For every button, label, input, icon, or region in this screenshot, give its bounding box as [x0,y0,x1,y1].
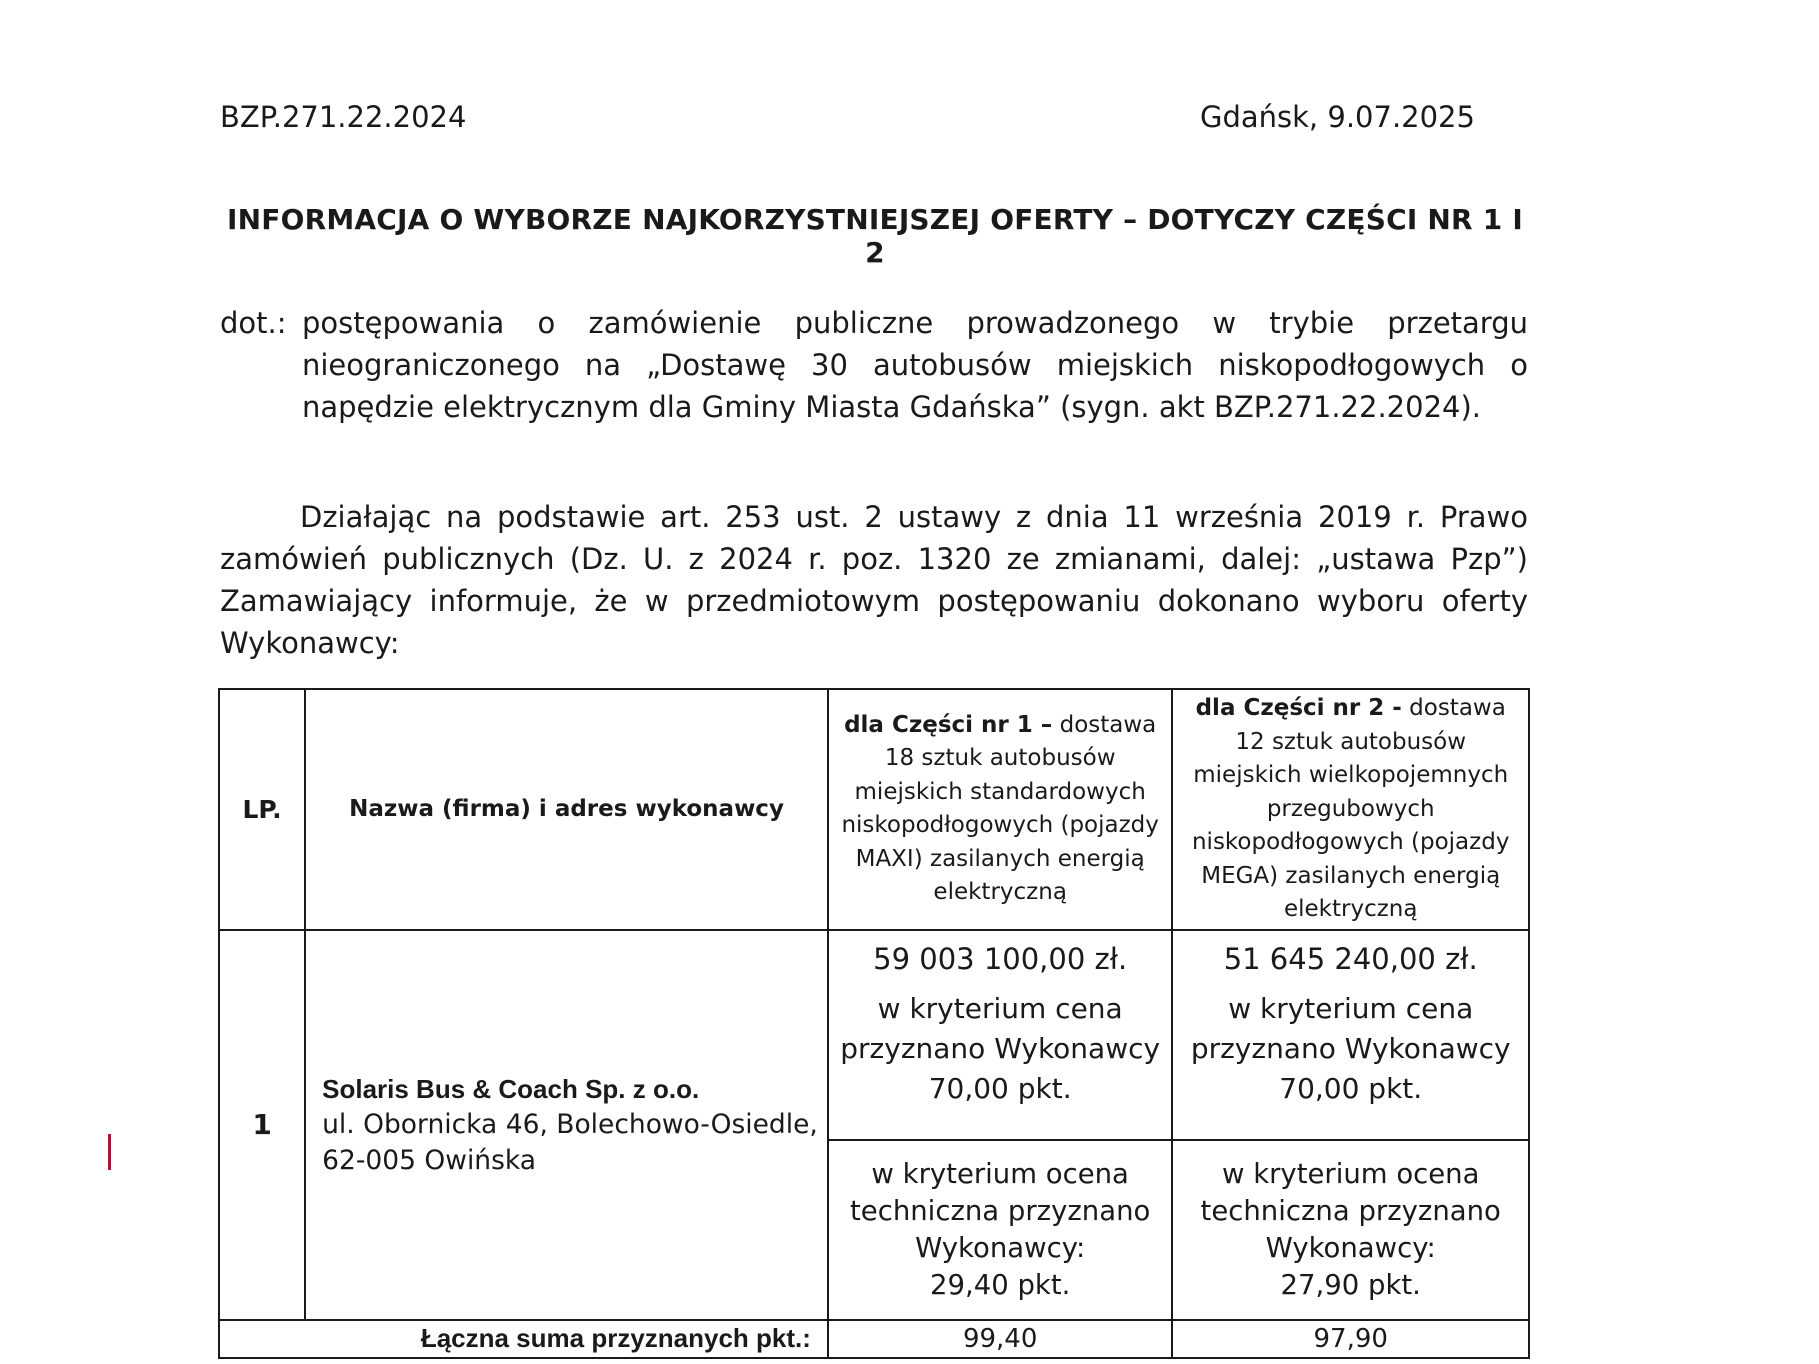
part-2-price-criterion: w kryterium cena przyznano Wykonawcy 70,00 pkt. [1190,991,1511,1105]
part-2-price-cell [1172,930,1529,1140]
row-lp: 1 [219,930,305,1320]
header-part-2-bold: dla Części nr 2 - [1195,695,1402,721]
sum-part-2: 97,90 [1172,1320,1529,1358]
part-1-tech-points: 29,40 pkt. [929,1268,1071,1301]
reference-number: BZP.271.22.2024 [220,100,467,134]
contractor-cell [305,930,828,1320]
part-1-price-cell [828,930,1173,1140]
table-sum-row [219,1320,1529,1358]
contractor-address-line-1: ul. Obornicka 46, Bolechowo-Osiedle, [322,1108,818,1140]
part-2-tech-cell [1172,1140,1529,1320]
offer-results-table [218,688,1530,1359]
subject-label: dot.: [220,306,287,340]
contractor-address-line-2: 62-005 Owińska [322,1144,537,1176]
header-part-1-bold: dla Części nr 1 – [844,711,1053,738]
place-and-date: Gdańsk, 9.07.2025 [1200,100,1475,134]
table-header-row [219,689,1529,930]
header-part-1-text: dostawa 18 sztuk autobusów miejskich standardowych niskopodłogowych (pojazdy MAXI) zasilanych energią elektryczną [841,711,1159,906]
revision-margin-mark [108,1134,111,1170]
sum-label: Łączna suma przyznanych pkt.: [219,1320,828,1358]
body-paragraph: Działając na podstawie art. 253 ust. 2 ustawy z dnia 11 września 2019 r. Prawo zamówień publicznych (Dz. U. z 2024 r. poz. 1320 ze zmianami, dalej: „ustawa Pzp”) Zamawiający informuje, że w przedmiotowym postępowaniu dokonano wyboru oferty Wykonawcy: [220,500,1528,660]
part-1-tech-cell [828,1140,1173,1320]
part-2-price: 51 645 240,00 zł. [1223,941,1478,976]
part-2-tech-criterion: w kryterium ocena techniczna przyznano Wykonawcy: [1200,1157,1501,1264]
part-1-price-criterion: w kryterium cena przyznano Wykonawcy 70,00 pkt. [840,991,1161,1105]
part-2-tech-points: 27,90 pkt. [1280,1268,1421,1301]
part-1-price: 59 003 100,00 zł. [873,941,1128,976]
header-contractor-name: Nazwa (firma) i adres wykonawcy [305,689,828,930]
part-1-tech-criterion: w kryterium ocena techniczna przyznano Wykonawcy: [850,1157,1151,1264]
document-title: INFORMACJA O WYBORZE NAJKORZYSTNIEJSZEJ OFERTY – DOTYCZY CZĘŚCI NR 1 I 2 [227,203,1523,269]
sum-part-1: 99,40 [828,1320,1173,1358]
header-lp: LP. [219,689,305,930]
header-part-1 [828,689,1173,930]
header-part-2-text: dostawa 12 sztuk autobusów miejskich wielkopojemnych przegubowych niskopodłogowych (pojazdy MEGA) zasilanych energią elektryczną [1191,695,1510,922]
header-part-2 [1172,689,1529,930]
table-row [219,930,1529,1140]
subject-text: postępowania o zamówienie publiczne prowadzonego w trybie przetargu nieograniczonego na „Dostawę 30 autobusów miejskich niskopodłogowych o napędzie elektrycznym dla Gminy Miasta Gdańska” (sygn. akt BZP.271.22.2024). [302,306,1528,424]
contractor-name: Solaris Bus & Coach Sp. z o.o. [322,1073,700,1104]
